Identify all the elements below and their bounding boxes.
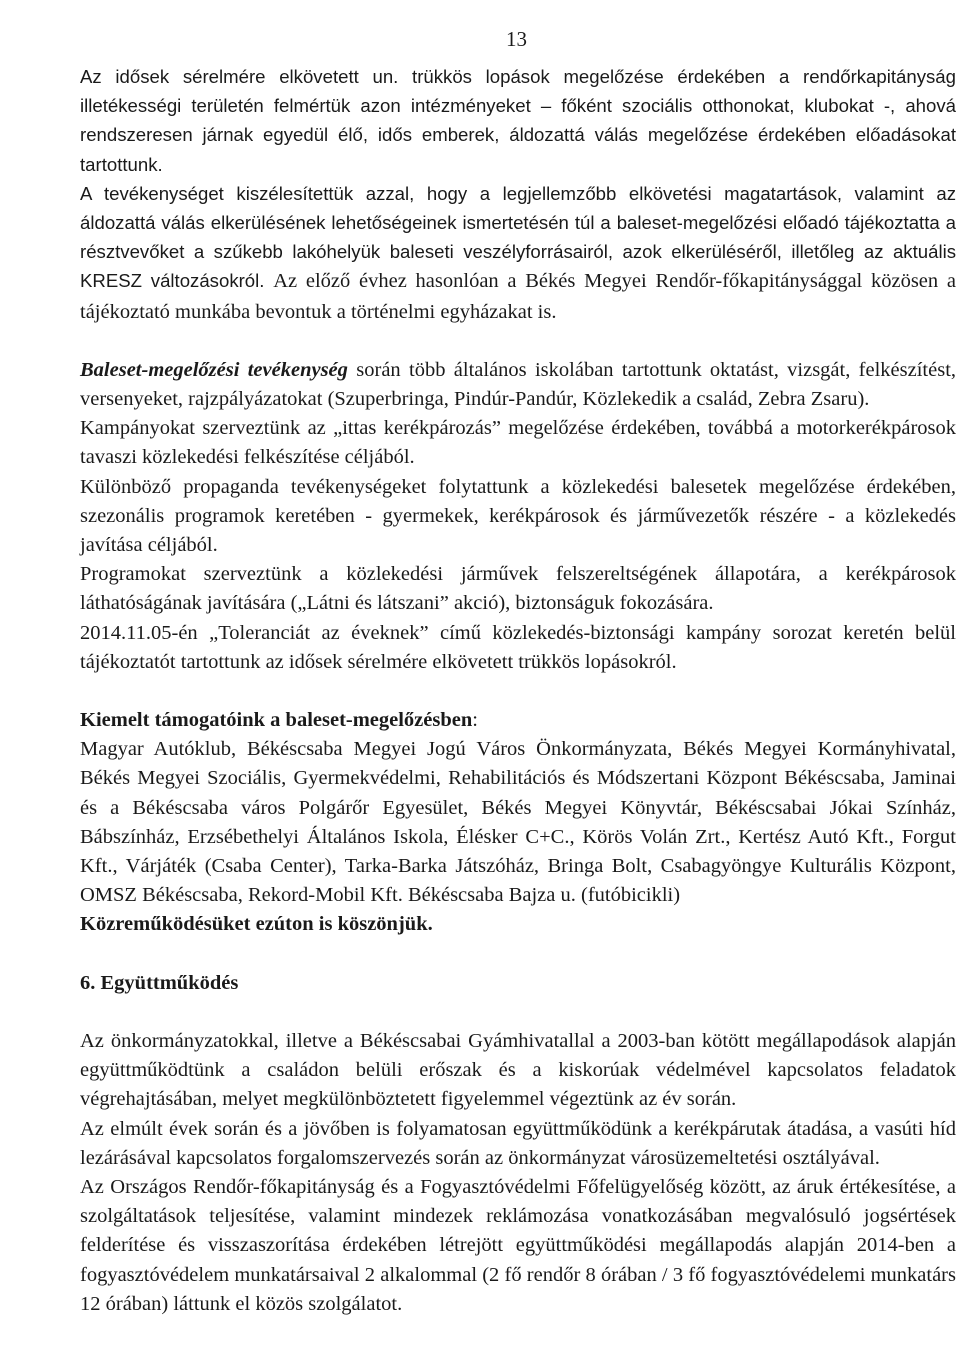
accident-prevention-term: Baleset-megelőzési tevékenység (80, 358, 348, 381)
spacer (80, 998, 956, 1027)
spacer (80, 327, 956, 356)
paragraph-programs: Programokat szerveztünk a közlekedési járművek felszereltségének állapotára, a kerékpárosok láthatóságának javítására („Látni és látszani” akció), biztonságuk fokozására. (80, 563, 956, 615)
spacer (80, 940, 956, 969)
paragraph-campaigns: Kampányokat szerveztünk az „ittas kerékpározás” megelőzése érdekében, továbbá a motorkerékpárosok tavaszi közlekedési felkészítése céljából. (80, 417, 956, 469)
section-heading-cooperation: 6. Együttműködés (80, 971, 239, 994)
thanks-line: Közreműködésüket ezúton is köszönjük. (80, 913, 433, 936)
supporters-heading-line (80, 706, 956, 735)
page-content (80, 62, 956, 1319)
paragraph-elderly-theft-prevention: Az idősek sérelmére elkövetett un. trükkös lopások megelőzése érdekében a rendőrkapitányság illetékességi területén felmértük azon intézményeket – főként szociális otthonokat, klubokat -, ahová rendszeresen járnak egyedül élő, idős emberek, áldozattá válás megelőzése érdekében előadásokat tartottunk. (80, 66, 956, 175)
supporters-colon: : (472, 709, 478, 732)
supporters-list: Magyar Autóklub, Békéscsaba Megyei Jogú Város Önkormányzata, Békés Megyei Kormányhivatal, Békés Megyei Szociális, Gyermekvédelmi, Rehabilitációs és Módszertani Központ Békéscsaba, Jaminai és a Békéscsaba város Polgárőr Egyesület, Békés Megyei Könyvtár, Békéscsabai Jókai Színház, Bábszínház, Erzsébethelyi Általános Iskola, Élésker C+C., Körös Volán Zrt., Kertész Autó Kft., Forgut Kft., Várjáték (Csaba Center), Tarka-Barka Játszóház, Bringa Bolt, Csabagyöngye Kulturális Központ, OMSZ Békéscsaba, Rekord-Mobil Kft. Békéscsaba Bajza u. (futóbicikli) (80, 738, 956, 907)
paragraph-accident-prevention (80, 356, 956, 414)
paragraph-tolerance-campaign: 2014.11.05-én „Toleranciát az éveknek” című közlekedés-biztonsági kampány sorozat keretén belül tájékoztatót tartottunk az idősek sérelmére elkövetett trükkös lopásokról. (80, 621, 956, 673)
page-number: 13 (506, 27, 527, 51)
paragraph-activity-extension-text: A tevékenységet kiszélesítettük azzal, hogy a legjellemzőbb elkövetési magatartások, valamint az áldozattá válás elkerülésének lehetőségeinek ismertetésén túl a baleset-megelőzési előadó tájékoztatta a résztvevőket a szűkebb lakóhelyük baleseti veszélyforrásairól, azok elkerüléséről, illetőleg az aktuális KRESZ változásokról. (80, 182, 956, 292)
paragraph-churches-text: Az előző évhez hasonlóan a Békés Megyei Rendőr-főkapitánysággal közösen a tájékoztató munkába bevontuk a történelmi egyházakat is. (80, 270, 956, 323)
spacer (80, 677, 956, 706)
supporters-heading: Kiemelt támogatóink a baleset-megelőzésben (80, 709, 473, 732)
paragraph-activity-extension (80, 179, 956, 327)
paragraph-consumer-protection: Az Országos Rendőr-főkapitányság és a Fogyasztóvédelmi Főfelügyelőség között, az áruk értékesítése, a szolgáltatások teljesítése, valamint mindezek reklámozása vonatkozásában megvalósuló jogsértések felderítése és visszaszorítása érdekében létrejött együttműködési megállapodás alapján 2014-ben a fogyasztóvédelem munkatársaival 2 alkalommal (2 fő rendőr 8 órában / 3 fő fogyasztóvédelemi munkatárs 12 órában) láttunk el közös szolgálatot. (80, 1175, 956, 1315)
paragraph-bike-paths: Az elmúlt évek során és a jövőben is folyamatosan együttműködünk a kerékpárutak átadása, a vasúti híd lezárásával kapcsolatos forgalomszervezés során az önkormányzat városüzemeltetési osztályával. (80, 1117, 956, 1169)
accident-prevention-text: során több általános iskolában tartottunk oktatást, vizsgát, felkészítést, versenyeket, rajzpályázatokat (Szuperbringa, Pindúr-Pandúr, Közlekedik a család, Zebra Zsaru). (80, 358, 957, 411)
paragraph-municipal-cooperation: Az önkormányzatokkal, illetve a Békéscsabai Gyámhivatallal a 2003-ban kötött megállapodások alapján együttműködtünk a családon belüli erőszak és a kiskorúak védelmével kapcsolatos feladatok végrehajtásában, melyet megkülönböztetett figyelemmel végeztünk az év során. (80, 1029, 956, 1111)
paragraph-propaganda: Különböző propaganda tevékenységeket folytattunk a közlekedési balesetek megelőzése érdekében, szezonális programok keretében - gyermekek, kerékpárosok és járművezetők részére - a közlekedés javítása céljából. (80, 475, 956, 557)
